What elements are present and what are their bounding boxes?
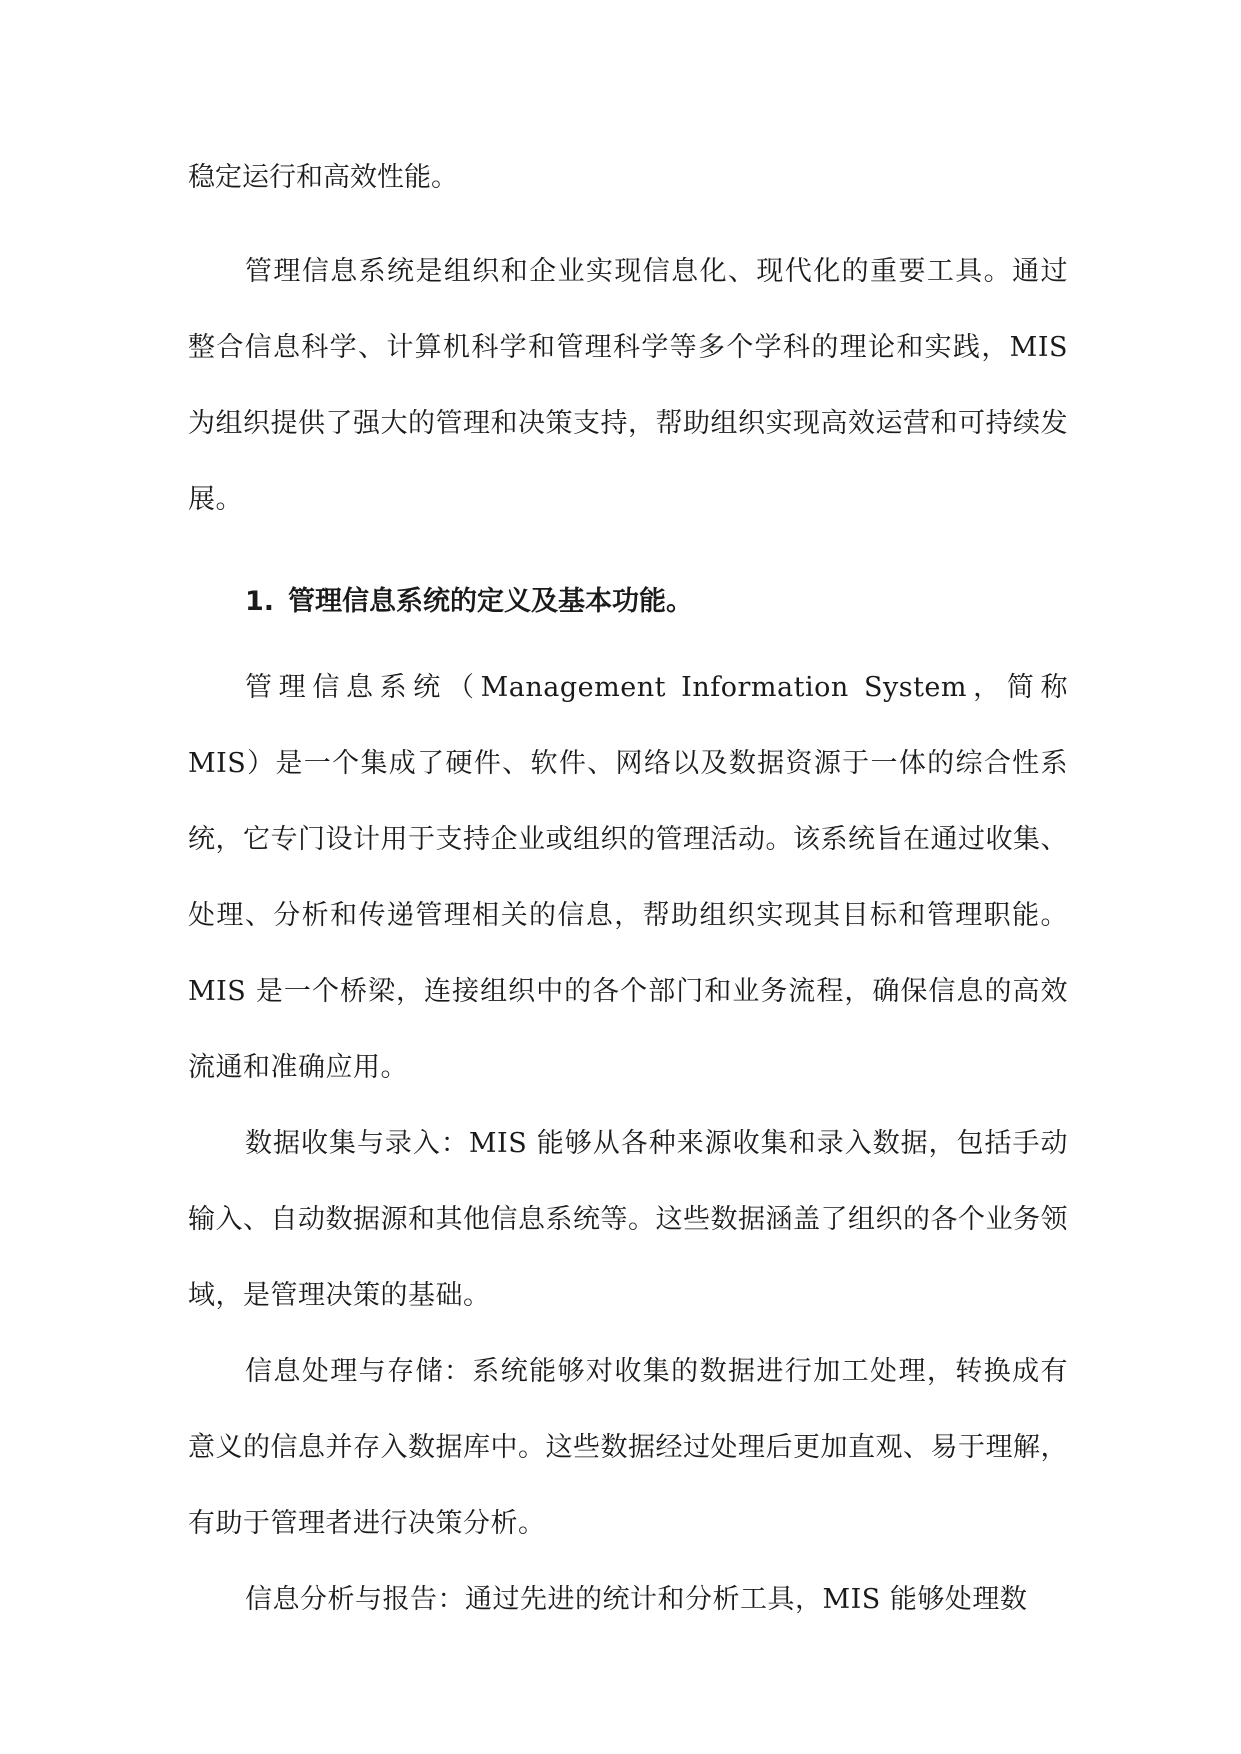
section-number: 1. bbox=[245, 586, 275, 617]
data-collection-paragraph: 数据收集与录入：MIS 能够从各种来源收集和录入数据，包括手动输入、自动数据源和其他信息系统等。这些数据涵盖了组织的各个业务领域，是管理决策的基础。 bbox=[188, 1128, 1068, 1311]
definition-paragraph: 管理信息系统（Management Information System，简称 MIS）是一个集成了硬件、软件、网络以及数据资源于一体的综合性系统，它专门设计用于支持企业或组织的管理活动。该系统旨在通过收集、处理、分析和传递管理相关的信息，帮助组织实现其目标和管理职能。MIS 是一个桥梁，连接组织中的各个部门和业务流程，确保信息的高效流通和准确应用。 bbox=[188, 672, 1068, 1083]
processing-paragraph: 信息处理与存储：系统能够对收集的数据进行加工处理，转换成有意义的信息并存入数据库中。这些数据经过处理后更加直观、易于理解，有助于管理者进行决策分析。 bbox=[188, 1356, 1068, 1539]
section-title: 管理信息系统的定义及基本功能。 bbox=[288, 586, 694, 617]
section-heading bbox=[188, 554, 1068, 650]
document-page bbox=[188, 140, 1068, 1638]
analysis-paragraph: 信息分析与报告：通过先进的统计和分析工具，MIS 能够处理数 bbox=[245, 1584, 1028, 1615]
lead-line: 稳定运行和高效性能。 bbox=[188, 162, 458, 193]
intro-paragraph: 管理信息系统是组织和企业实现信息化、现代化的重要工具。通过整合信息科学、计算机科学和管理科学等多个学科的理论和实践，MIS 为组织提供了强大的管理和决策支持，帮助组织实现高效运营和可持续发展。 bbox=[188, 256, 1068, 515]
